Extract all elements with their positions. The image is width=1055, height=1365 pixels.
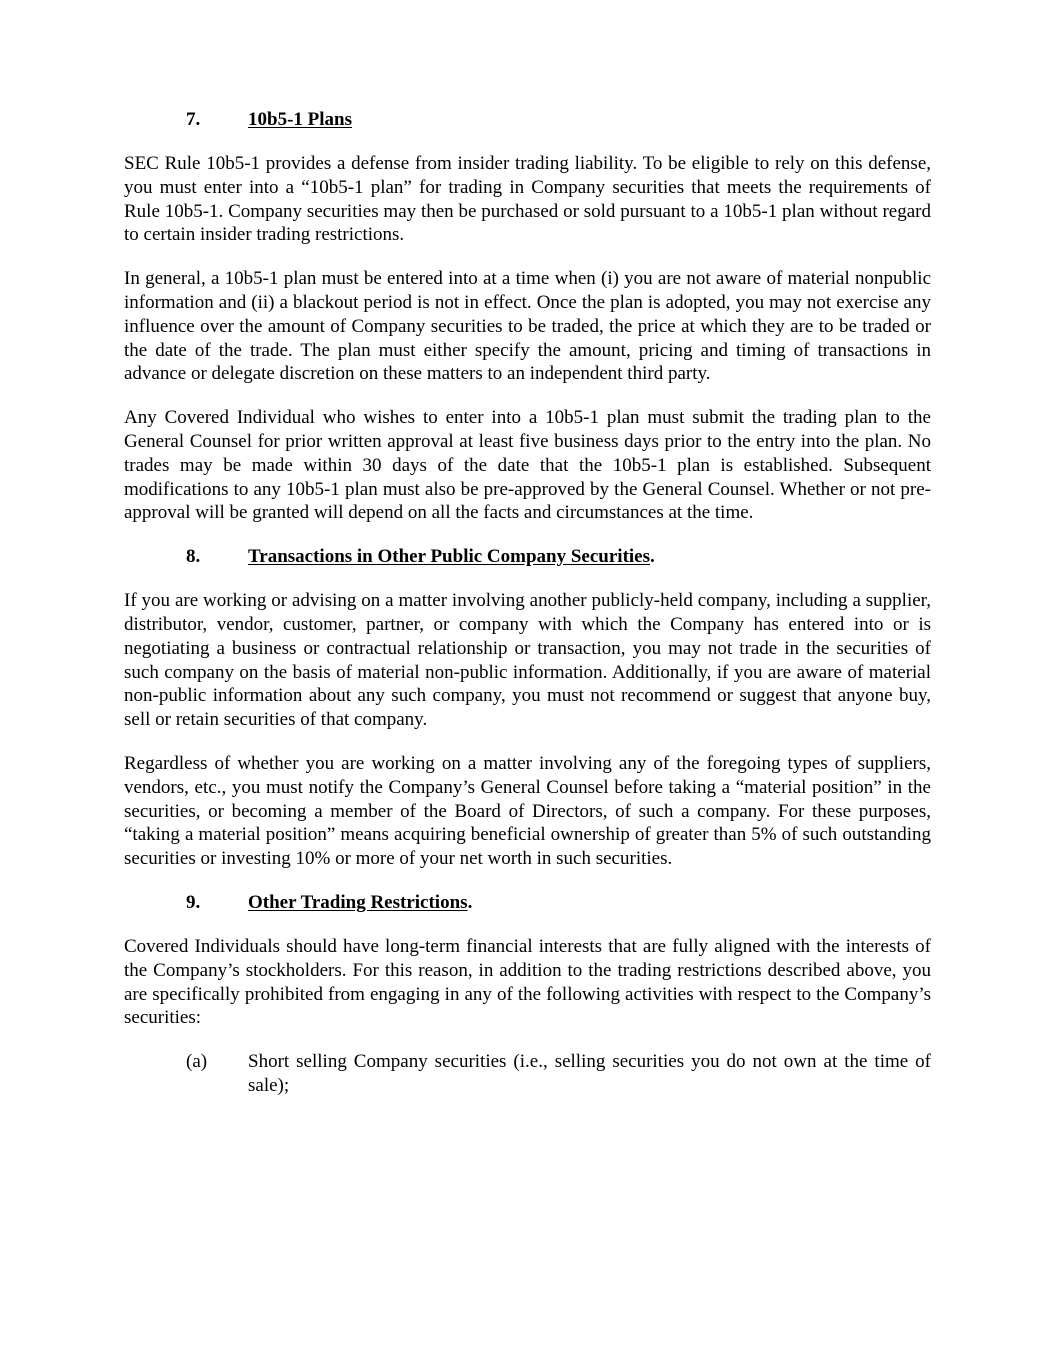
- section-7-paragraph-1: SEC Rule 10b5-1 provides a defense from insider trading liability. To be eligible to rely on this defense, you must enter into a “10b5-1 plan” for trading in Company securities that meets the requirements of Rule 10b5-1. Company securities may then be purchased or sold pursuant to a 10b5-1 plan without regard to certain insider trading restrictions.: [124, 153, 931, 246]
- section-8-title: Transactions in Other Public Company Securities.: [248, 546, 655, 568]
- list-item-marker: (a): [186, 1051, 208, 1073]
- section-7-number: 7.: [186, 109, 201, 130]
- section-8-paragraph-1: If you are working or advising on a matter involving another publicly-held company, including a supplier, distributor, vendor, customer, partner, or company with which the Company has entered into or is negotiating a business or contractual relationship or transaction, you may not trade in the securities of such company on the basis of material non-public information. Additionally, if you are aware of material non-public information about any such company, you must not recommend or suggest that anyone buy, sell or retain securities of that company.: [124, 590, 931, 731]
- list-item: [124, 1050, 931, 1098]
- section-8-number: 8.: [186, 546, 201, 568]
- section-8-paragraph-2: Regardless of whether you are working on a matter involving any of the foregoing types of suppliers, vendors, etc., you must notify the Company’s General Counsel before taking a “material position” in the securities, or becoming a member of the Board of Directors, of such a company. For these purposes, “taking a material position” means acquiring beneficial ownership of greater than 5% of such outstanding securities or investing 10% or more of your net worth in such securities.: [124, 752, 931, 870]
- section-9-number: 9.: [186, 891, 201, 913]
- section-9-heading: [124, 891, 931, 915]
- list-item-text: Short selling Company securities (i.e., selling securities you do not own at the time of sale);: [248, 1051, 931, 1096]
- section-7-paragraph-2: In general, a 10b5-1 plan must be entered into at a time when (i) you are not aware of material nonpublic information and (ii) a blackout period is not in effect. Once the plan is adopted, you may not exercise any influence over the amount of Company securities to be traded, the price at which they are to be traded or the date of the trade. The plan must either specify the amount, pricing and timing of transactions in advance or delegate discretion on these matters to an independent third party.: [124, 268, 931, 385]
- section-7-paragraph-3: Any Covered Individual who wishes to enter into a 10b5-1 plan must submit the trading plan to the General Counsel for prior written approval at least five business days prior to the entry into the plan. No trades may be made within 30 days of the date that the 10b5-1 plan is established. Subsequent modifications to any 10b5-1 plan must also be pre-approved by the General Counsel. Whether or not pre-approval will be granted will depend on all the facts and circumstances at the time.: [124, 407, 931, 524]
- section-7-title: 10b5-1 Plans: [248, 109, 352, 130]
- section-8-heading: [124, 545, 931, 569]
- section-9-title: Other Trading Restrictions.: [248, 891, 473, 913]
- section-7-heading: [124, 108, 931, 132]
- document-page: [124, 108, 931, 1118]
- section-9-paragraph-1: Covered Individuals should have long-term financial interests that are fully aligned with the interests of the Company’s stockholders. For this reason, in addition to the trading restrictions described above, you are specifically prohibited from engaging in any of the following activities with respect to the Company’s securities:: [124, 935, 931, 1029]
